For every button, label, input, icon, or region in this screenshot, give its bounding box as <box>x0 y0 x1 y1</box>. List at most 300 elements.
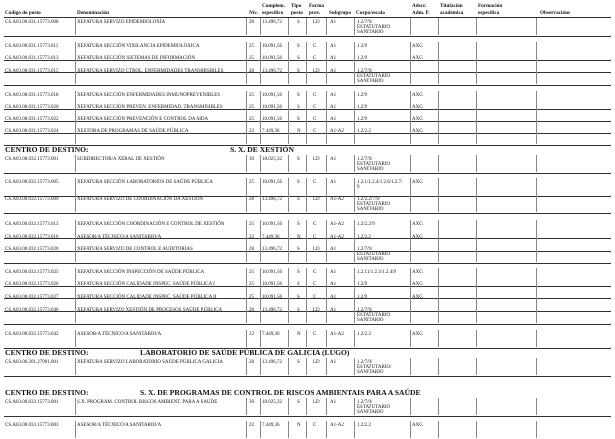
header-adscr-1: Adscr. <box>412 3 427 9</box>
column-divider <box>306 67 307 84</box>
cell-comp: 13.496,72 <box>262 197 282 202</box>
cell-den: XEFATURA SECCIÓN CALIDADE INSPEC. SAÚDE PÚBLICA I <box>77 282 215 287</box>
cell-niv: 25 <box>249 295 254 300</box>
column-divider <box>288 398 289 415</box>
header-tipo-1: Tipo <box>291 3 302 9</box>
cell-subg: A1-A2 <box>330 197 344 202</box>
cell-forma: C <box>313 222 317 227</box>
column-divider <box>476 18 477 35</box>
column-divider <box>75 155 76 172</box>
cell-comp: 10.091,56 <box>262 105 282 110</box>
column-divider <box>246 127 247 144</box>
column-divider <box>476 67 477 84</box>
cell-corpo3: SANITARIO <box>357 318 384 323</box>
cell-tipo: S <box>297 105 300 110</box>
cell-forma: LD <box>313 247 320 252</box>
cell-forma: C <box>313 180 317 185</box>
column-divider <box>326 18 327 35</box>
column-divider <box>410 421 411 438</box>
column-divider <box>536 330 537 347</box>
cell-den: XEFATURA SECCIÓN INSPECCIÓN DE SAÚDE PÚBLICA <box>77 270 205 275</box>
column-divider <box>438 67 439 84</box>
column-divider <box>75 127 76 144</box>
column-divider <box>260 306 261 323</box>
cell-comp: 7.449,36 <box>262 235 280 240</box>
cell-forma: LD <box>313 400 320 405</box>
cell-comp: 10.091,56 <box>262 295 282 300</box>
centro-value: S. X. DE XESTIÓN <box>230 145 294 154</box>
column-divider <box>75 18 76 35</box>
cell-adscr: AXG <box>412 44 423 49</box>
column-divider <box>306 195 307 212</box>
cell-den: XEFATURA SECCIÓN ENFERMIDADES INMUNOPREVENIBLES <box>77 93 221 98</box>
cell-corpo: 1.2/9 <box>357 105 368 110</box>
cell-tipo: S <box>297 400 300 405</box>
cell-code: CS.A03.00.031.15773.018 <box>5 93 59 98</box>
column-divider <box>326 195 327 212</box>
cell-subg: A1 <box>330 360 337 365</box>
cell-niv: 30 <box>249 157 254 162</box>
centro-label: CENTRO DE DESTINO: <box>5 388 89 397</box>
column-divider <box>354 421 355 438</box>
cell-adscr: AXG <box>412 93 423 98</box>
column-divider <box>438 178 439 195</box>
cell-niv: 28 <box>249 197 254 202</box>
column-divider <box>536 306 537 323</box>
cell-subg: A1-A2 <box>330 235 344 240</box>
column-divider <box>288 155 289 172</box>
header-nivel: Nív. <box>249 10 258 16</box>
row-divider <box>4 376 611 377</box>
cell-code: CS.A03.00.032.15773.026 <box>5 282 59 287</box>
cell-subg: A1 <box>330 157 337 162</box>
cell-forma: LD <box>313 69 320 74</box>
column-divider <box>246 67 247 84</box>
column-divider <box>476 398 477 415</box>
cell-niv: 25 <box>249 44 254 49</box>
centro-label: CENTRO DE DESTINO: <box>5 348 89 357</box>
cell-comp: 10.091,56 <box>262 44 282 49</box>
column-divider <box>260 155 261 172</box>
column-divider <box>288 195 289 212</box>
column-divider <box>476 358 477 375</box>
column-divider <box>306 398 307 415</box>
cell-corpo: 1.2.11/1.2.3/1.2.4/9 <box>357 270 396 275</box>
header-forma-1: Forma <box>309 3 324 9</box>
cell-comp: 10.091,56 <box>262 56 282 61</box>
column-divider <box>288 178 289 195</box>
cell-corpo2: ESTATUTARIO <box>357 405 391 410</box>
header-observacions: Observacións <box>540 10 570 16</box>
cell-corpo2: ESTATUTARIO <box>357 313 391 318</box>
column-divider <box>326 245 327 262</box>
cell-adscr: AXG <box>412 332 423 337</box>
column-divider <box>438 421 439 438</box>
cell-code: CS.A03.00.032.15773.005 <box>5 180 59 185</box>
cell-niv: 28 <box>249 20 254 25</box>
cell-comp: 7.449,36 <box>262 129 280 134</box>
cell-niv: 25 <box>249 105 254 110</box>
cell-forma: C <box>313 282 317 287</box>
cell-den: XEFATURA SERVIZO XESTIÓN DE PROCESOS SAÚDE PÚBLICA <box>77 308 223 313</box>
cell-forma: LD <box>313 197 320 202</box>
cell-corpo: 1.2/9 <box>357 295 368 300</box>
cell-tipo: S <box>297 20 300 25</box>
column-divider <box>288 18 289 35</box>
column-divider <box>75 306 76 323</box>
column-divider <box>536 155 537 172</box>
column-divider <box>326 358 327 375</box>
cell-den: S.X. PROGRAM. CONTROL RISCOS AMBIENT. PARA A SAÚDE <box>77 400 218 405</box>
column-divider <box>438 195 439 212</box>
cell-tipo: N <box>297 235 301 240</box>
cell-den: XEFATURA SECCIÓN CALIDADE INSPEC. SAÚDE PÚBLICA II <box>77 295 217 300</box>
cell-niv: 30 <box>249 400 254 405</box>
column-divider <box>410 18 411 35</box>
cell-subg: A1 <box>330 295 337 300</box>
cell-forma: C <box>313 270 317 275</box>
column-divider <box>438 18 439 35</box>
column-divider <box>75 178 76 195</box>
cell-tipo: S <box>297 360 300 365</box>
cell-den: ASESOR/A TÉCNICO/A SANITARIO/A <box>77 235 162 240</box>
cell-adscr: AXG <box>412 270 423 275</box>
column-divider <box>536 245 537 262</box>
cell-adscr: AXG <box>412 117 423 122</box>
cell-tipo: S <box>297 282 300 287</box>
cell-corpo3: SANITARIO <box>357 30 384 35</box>
cell-adscr: AXG <box>412 105 423 110</box>
cell-niv: 25 <box>249 270 254 275</box>
column-divider <box>260 330 261 347</box>
column-divider <box>246 421 247 438</box>
column-divider <box>260 127 261 144</box>
column-divider <box>354 358 355 375</box>
cell-subg: A1 <box>330 44 337 49</box>
cell-forma: C <box>313 44 317 49</box>
cell-corpo: 1.2/7/9/ <box>357 157 373 162</box>
column-divider <box>306 245 307 262</box>
cell-subg: A1 <box>330 93 337 98</box>
cell-forma: C <box>313 423 317 428</box>
cell-adscr: AXG <box>412 56 423 61</box>
cell-tipo: N <box>297 332 301 337</box>
cell-code: CS.A03.00.032.15773.020 <box>5 247 59 252</box>
cell-tipo: S <box>297 270 300 275</box>
column-divider <box>354 398 355 415</box>
cell-den: XEFATURA SECCIÓN PREVENCIÓN E CONTROL DA SIDA <box>77 117 209 122</box>
column-divider <box>288 67 289 84</box>
cell-code: CS.A03.00.201.27901.001 <box>5 360 59 365</box>
header-corpo: Corpo/escala <box>356 10 385 16</box>
column-divider <box>326 306 327 323</box>
column-divider <box>476 330 477 347</box>
cell-tipo: S <box>297 247 300 252</box>
column-divider <box>536 67 537 84</box>
cell-code: CS.A03.00.033.15773.001 <box>5 400 59 405</box>
cell-corpo: 1.2.1/1.2.4/1.2.6/1.2.7/ <box>357 180 403 185</box>
column-divider <box>326 330 327 347</box>
cell-den: ASESOR/A TÉCNICO/A SANITARIO/A <box>77 423 162 428</box>
column-divider <box>75 358 76 375</box>
column-divider <box>75 195 76 212</box>
cell-forma: C <box>313 295 317 300</box>
cell-niv: 25 <box>249 93 254 98</box>
column-divider <box>354 330 355 347</box>
cell-corpo: 1.2/9 <box>357 117 368 122</box>
cell-code: CS.A03.00.031.15773.011 <box>5 44 59 49</box>
cell-corpo: 1.2/7/9/ <box>357 360 373 365</box>
cell-niv: 28 <box>249 247 254 252</box>
column-divider <box>410 155 411 172</box>
row-divider <box>4 416 611 417</box>
cell-code: CS.A03.00.032.15773.009 <box>5 197 59 202</box>
cell-forma: C <box>313 93 317 98</box>
table-header <box>0 0 615 18</box>
column-divider <box>410 127 411 144</box>
cell-den: XESTORA DE PROGRAMAS DE SAÚDE PÚBLICA <box>77 129 189 134</box>
column-divider <box>260 245 261 262</box>
cell-den: XEFATURA SECCIÓN SISTEMAS DE INFORMACIÓN <box>77 56 195 61</box>
cell-code: CS.A03.00.032.15773.040 <box>5 308 59 313</box>
row-divider <box>4 213 611 214</box>
cell-comp: 18.025,32 <box>262 400 282 405</box>
cell-code: CS.A03.00.031.15773.024 <box>5 129 59 134</box>
cell-comp: 10.091,56 <box>262 180 282 185</box>
column-divider <box>410 67 411 84</box>
cell-corpo: 1.2/7/9/ <box>357 400 373 405</box>
column-divider <box>288 245 289 262</box>
column-divider <box>75 330 76 347</box>
column-divider <box>306 421 307 438</box>
header-titulacion-2: académica <box>440 10 464 16</box>
cell-corpo: 1.2/2.2 <box>357 129 371 134</box>
column-divider <box>260 421 261 438</box>
cell-den: XEFATURA SECCIÓN COORDINACIÓN E CONTROL DE XESTIÓN <box>77 222 225 227</box>
column-divider <box>75 421 76 438</box>
cell-code: CS.A03.00.032.15773.042 <box>5 332 59 337</box>
cell-tipo: S <box>297 180 300 185</box>
column-divider <box>476 127 477 144</box>
column-divider <box>306 18 307 35</box>
column-divider <box>326 398 327 415</box>
column-divider <box>326 421 327 438</box>
cell-comp: 13.496,72 <box>262 247 282 252</box>
column-divider <box>246 178 247 195</box>
header-formacion-2: específica <box>478 10 500 16</box>
cell-niv: 28 <box>249 308 254 313</box>
cell-subg: A1 <box>330 69 337 74</box>
cell-code: CS.A03.00.032.15773.013 <box>5 222 59 227</box>
row-divider <box>4 324 611 325</box>
cell-subg: A1 <box>330 180 337 185</box>
cell-code: CS.A03.00.032.15773.027 <box>5 295 59 300</box>
header-complemento-2: específico <box>262 10 284 16</box>
row-divider <box>4 85 611 86</box>
header-denominacion: Denominación <box>77 10 109 16</box>
cell-tipo: S <box>297 197 300 202</box>
column-divider <box>536 358 537 375</box>
column-divider <box>438 155 439 172</box>
column-divider <box>476 178 477 195</box>
row-divider <box>4 173 611 174</box>
cell-code: CS.A03.00.032.15773.016 <box>5 235 59 240</box>
column-divider <box>75 67 76 84</box>
column-divider <box>536 127 537 144</box>
cell-comp: 13.496,72 <box>262 360 282 365</box>
cell-forma: LD <box>313 360 320 365</box>
cell-corpo: 1.2/2.2/9 <box>357 222 375 227</box>
cell-niv: 22 <box>249 235 254 240</box>
column-divider <box>288 127 289 144</box>
cell-corpo: 1.2/7/9/ <box>357 20 373 25</box>
row-divider <box>4 17 611 18</box>
cell-forma: C <box>313 235 317 240</box>
cell-comp: 10.091,56 <box>262 282 282 287</box>
column-divider <box>536 178 537 195</box>
cell-forma: LD <box>313 20 320 25</box>
column-divider <box>438 127 439 144</box>
column-divider <box>306 358 307 375</box>
column-divider <box>246 18 247 35</box>
cell-comp: 10.091,56 <box>262 222 282 227</box>
cell-corpo: 1.2/7/9/ <box>357 308 373 313</box>
column-divider <box>246 330 247 347</box>
cell-adscr: AXG <box>412 423 423 428</box>
column-divider <box>260 358 261 375</box>
cell-corpo: 1.2/2.2 <box>357 423 371 428</box>
column-divider <box>476 421 477 438</box>
cell-niv: 28 <box>249 360 254 365</box>
cell-subg: A1 <box>330 117 337 122</box>
column-divider <box>438 306 439 323</box>
column-divider <box>260 398 261 415</box>
cell-tipo: S <box>297 117 300 122</box>
header-adscr-2: Adm. P. <box>412 10 430 16</box>
cell-forma: C <box>313 56 317 61</box>
column-divider <box>536 18 537 35</box>
column-divider <box>476 155 477 172</box>
column-divider <box>410 178 411 195</box>
cell-corpo3: SANITARIO <box>357 370 384 375</box>
column-divider <box>75 398 76 415</box>
cell-comp: 10.091,56 <box>262 93 282 98</box>
cell-tipo: S <box>297 93 300 98</box>
column-divider <box>246 306 247 323</box>
column-divider <box>410 245 411 262</box>
column-divider <box>354 245 355 262</box>
column-divider <box>354 155 355 172</box>
cell-corpo: 1.2/9 <box>357 44 368 49</box>
header-subgrupo: Subgrupo <box>329 10 351 16</box>
column-divider <box>476 245 477 262</box>
cell-corpo2: ESTATUTARIO <box>357 252 391 257</box>
cell-niv: 28 <box>249 69 254 74</box>
column-divider <box>288 421 289 438</box>
column-divider <box>246 358 247 375</box>
cell-niv: 25 <box>249 282 254 287</box>
cell-comp: 7.449,36 <box>262 423 280 428</box>
cell-code: CS.A03.00.032.15773.025 <box>5 270 59 275</box>
column-divider <box>536 398 537 415</box>
column-divider <box>354 195 355 212</box>
column-divider <box>260 195 261 212</box>
cell-forma: C <box>313 105 317 110</box>
cell-comp: 10.091,56 <box>262 270 282 275</box>
cell-code: CS.A03.00.033.15773.003 <box>5 423 59 428</box>
cell-adscr: AXG <box>412 282 423 287</box>
column-divider <box>326 127 327 144</box>
column-divider <box>438 398 439 415</box>
column-divider <box>410 398 411 415</box>
cell-den: XEFATURA SERVIZO LABORATORIO SAÚDE PÚBLICA GALICIA <box>77 360 223 365</box>
cell-corpo: 1.2/7/9/ <box>357 247 373 252</box>
row-divider <box>4 263 611 264</box>
cell-corpo3: SANITARIO <box>357 410 384 415</box>
cell-corpo: 1.2/9 <box>357 93 368 98</box>
cell-corpo2: ESTATUTARIO <box>357 202 391 207</box>
cell-corpo2: ESTATUTARIO <box>357 162 391 167</box>
column-divider <box>288 306 289 323</box>
cell-corpo3: SANITARIO <box>357 79 384 84</box>
cell-subg: A1 <box>330 400 337 405</box>
column-divider <box>246 155 247 172</box>
column-divider <box>306 178 307 195</box>
column-divider <box>306 306 307 323</box>
cell-comp: 13.496,72 <box>262 69 282 74</box>
cell-subg: A1 <box>330 308 337 313</box>
cell-comp: 18.025,32 <box>262 157 282 162</box>
cell-subg: A1-A2 <box>330 332 344 337</box>
cell-subg: A1 <box>330 20 337 25</box>
cell-niv: 25 <box>249 180 254 185</box>
header-titulacion-1: Titulación <box>440 3 463 9</box>
cell-comp: 10.091,56 <box>262 117 282 122</box>
column-divider <box>536 421 537 438</box>
cell-den: SUBDIRECTOR/A XERAL DE XESTIÓN <box>77 157 165 162</box>
header-codigo: Código do posto <box>5 10 41 16</box>
cell-corpo: 1.2/2.2 <box>357 235 371 240</box>
column-divider <box>326 178 327 195</box>
cell-corpo3: SANITARIO <box>357 207 384 212</box>
cell-tipo: N <box>297 423 301 428</box>
column-divider <box>306 155 307 172</box>
cell-subg: A1 <box>330 270 337 275</box>
column-divider <box>536 195 537 212</box>
cell-adscr: AXG <box>412 295 423 300</box>
cell-den: XEFATURA SERVIZO EPIDEMIOLOXÍA <box>77 20 166 25</box>
cell-code: CS.A03.00.031.15773.020 <box>5 105 59 110</box>
column-divider <box>354 127 355 144</box>
cell-tipo: S <box>297 295 300 300</box>
column-divider <box>438 245 439 262</box>
cell-subg: A1-A2 <box>330 222 344 227</box>
cell-corpo2: ESTATUTARIO <box>357 74 391 79</box>
column-divider <box>260 178 261 195</box>
cell-adscr: AXG <box>412 235 423 240</box>
cell-corpo3: SANITARIO <box>357 257 384 262</box>
row-divider <box>4 145 611 146</box>
cell-corpo: 1.2/2.2 <box>357 332 371 337</box>
column-divider <box>288 330 289 347</box>
column-divider <box>246 245 247 262</box>
column-divider <box>438 358 439 375</box>
cell-den: XEFATURA SECCIÓN PREVEN. ENFERMIDAD. TRANSMISIBLES <box>77 105 223 110</box>
cell-code: CS.A03.00.031.15773.022 <box>5 117 59 122</box>
cell-tipo: S <box>297 44 300 49</box>
header-formacion-1: Formación <box>478 3 503 9</box>
column-divider <box>246 195 247 212</box>
